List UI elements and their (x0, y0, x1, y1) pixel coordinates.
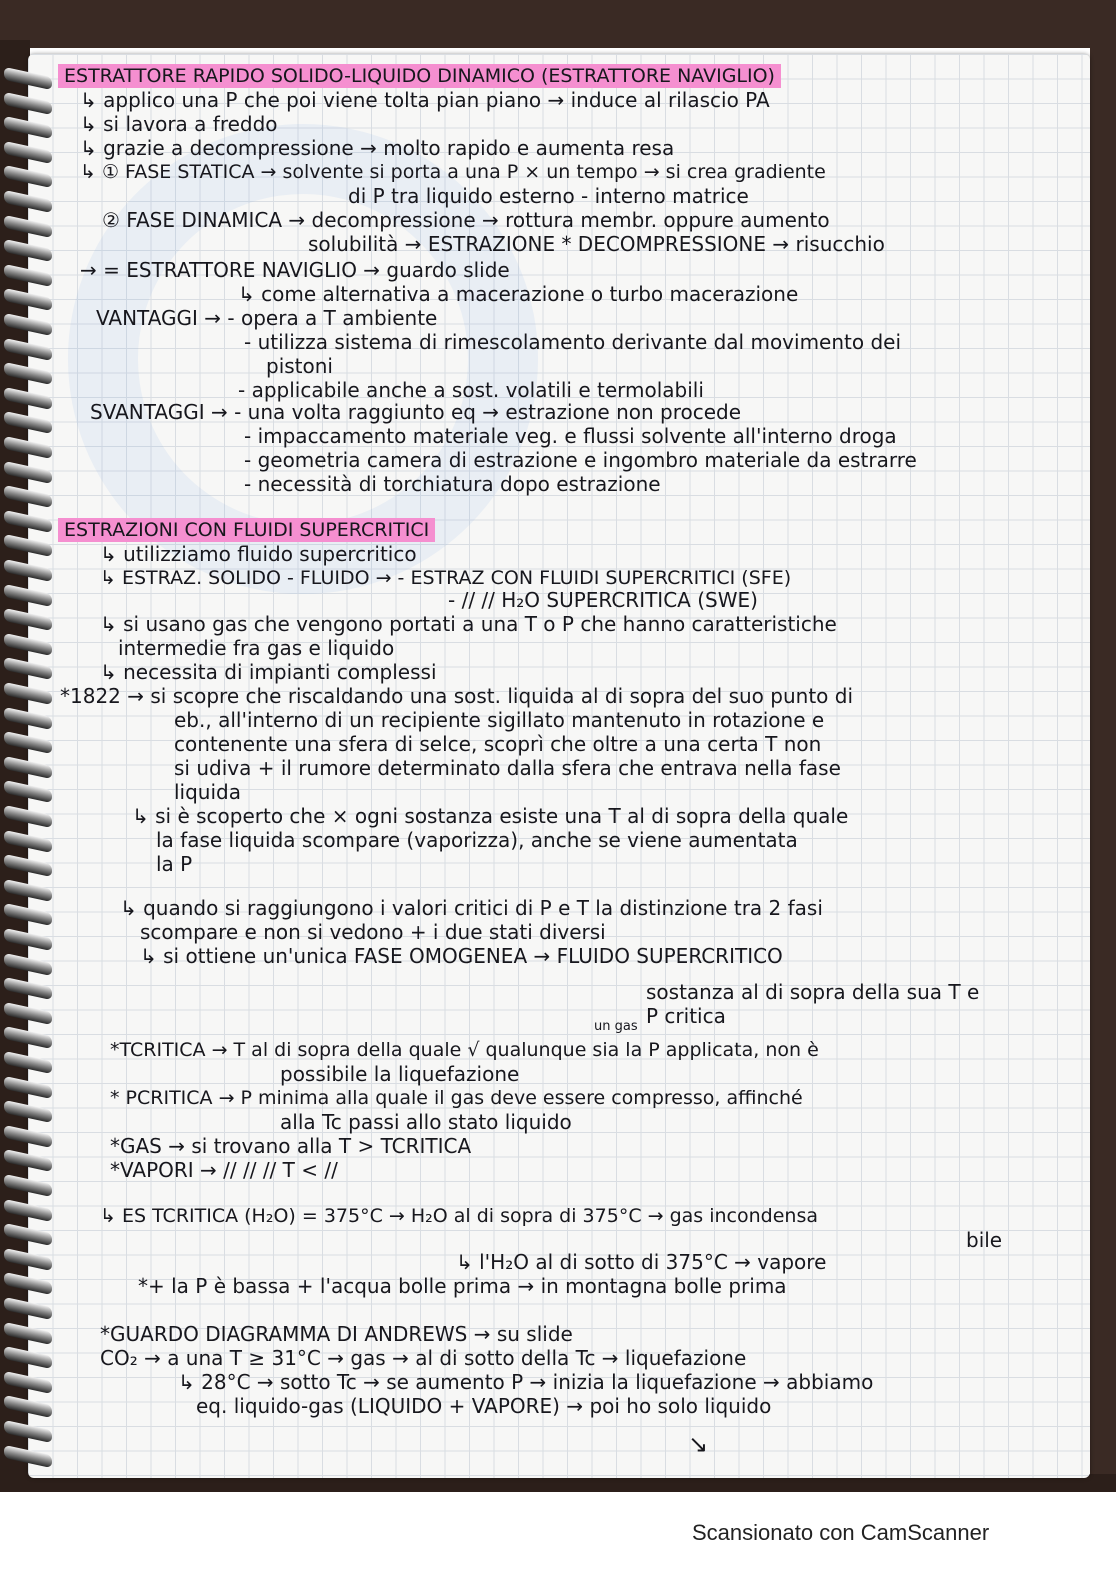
note-line-fase-omogenea: ↳ si ottiene un'unica FASE OMOGENEA → FLUIDO SUPERCRITICO (140, 944, 783, 968)
note-line-pcritica: * PCRITICA → P minima alla quale il gas deve essere compresso, affinché (110, 1087, 803, 1109)
note-line: possibile la liquefazione (280, 1062, 520, 1086)
note-line: la fase liquida scompare (vaporizza), anche se viene aumentata (156, 828, 798, 852)
note-line: solubilità → ESTRAZIONE * DECOMPRESSIONE → risucchio (308, 232, 885, 256)
note-line: eq. liquido-gas (LIQUIDO + VAPORE) → poi ho solo liquido (196, 1394, 772, 1418)
svantaggi-label: SVANTAGGI → - una volta raggiunto eq → estrazione non procede (90, 400, 742, 424)
note-line: ↳ necessita di impianti complessi (100, 660, 437, 684)
note-line: ↳ si è scoperto che × ogni sostanza esiste una T al di sopra della quale (132, 804, 849, 828)
note-line: eb., all'interno di un recipiente sigillato mantenuto in rotazione e (174, 708, 825, 732)
note-line: la P (156, 852, 193, 876)
note-line: ↳ come alternativa a macerazione o turbo macerazione (238, 282, 799, 306)
note-line: ↳ applico una P che poi viene tolta pian piano → induce al rilascio PA (80, 88, 770, 112)
note-line: scompare e non si vedono + i due stati diversi (140, 920, 606, 944)
note-line: ↳ l'H₂O al di sotto di 375°C → vapore (456, 1250, 827, 1274)
note-line: - utilizza sistema di rimescolamento derivante dal movimento dei (244, 330, 902, 354)
note-line: P critica (646, 1004, 726, 1028)
note-line: ↳ ① FASE STATICA → solvente si porta a una P × un tempo → si crea gradiente (80, 161, 826, 183)
note-line: contenente una sfera di selce, scoprì che oltre a una certa T non (174, 732, 822, 756)
arrow-down-icon: ↘ (688, 1430, 709, 1458)
note-line: ↳ quando si raggiungono i valori critici di P e T la distinzione tra 2 fasi (120, 896, 823, 920)
note-line: ↳ grazie a decompressione → molto rapido e aumenta resa (80, 136, 675, 160)
note-line: ↳ si lavora a freddo (80, 112, 278, 136)
note-line: *+ la P è bassa + l'acqua bolle prima → in montagna bolle prima (138, 1274, 787, 1298)
note-line: *GAS → si trovano alla T > TCRITICA (110, 1134, 472, 1158)
note-line-esempio: ↳ ES TCRITICA (H₂O) = 375°C → H₂O al di sopra di 375°C → gas incondensa (100, 1205, 818, 1227)
note-line: *GUARDO DIAGRAMMA DI ANDREWS → su slide (100, 1322, 573, 1346)
note-line: - impaccamento materiale veg. e flussi solvente all'interno droga (244, 424, 897, 448)
note-line: sostanza al di sopra della sua T e (646, 980, 980, 1004)
note-line-tcritica: *TCRITICA → T al di sopra della quale √ qualunque sia la P applicata, non è (110, 1039, 819, 1061)
note-line: ↳ ESTRAZ. SOLIDO - FLUIDO → - ESTRAZ CON FLUIDI SUPERCRITICI (SFE) (100, 567, 792, 589)
note-line: intermedie fra gas e liquido (118, 636, 395, 660)
scanner-footer: Scansionato con CamScanner (692, 1520, 990, 1545)
note-line: si udiva + il rumore determinato dalla sfera che entrava nella fase (174, 756, 841, 780)
scan-background-right (1090, 40, 1116, 1480)
note-line: → = ESTRATTORE NAVIGLIO → guardo slide (80, 258, 510, 282)
note-line: - geometria camera di estrazione e ingombro materiale da estrarre (244, 448, 917, 472)
note-line: *VAPORI → // // // T < // (110, 1158, 338, 1182)
heading-fluidi-supercritici: ESTRAZIONI CON FLUIDI SUPERCRITICI (58, 518, 435, 542)
heading-estrattore-rapido: ESTRATTORE RAPIDO SOLIDO-LIQUIDO DINAMICO (ESTRATTORE NAVIGLIO) (58, 64, 781, 88)
note-line: bile (966, 1228, 1003, 1252)
note-line: di P tra liquido esterno - interno matrice (348, 184, 749, 208)
note-line: - // // H₂O SUPERCRITICA (SWE) (448, 588, 758, 612)
note-line: CO₂ → a una T ≥ 31°C → gas → al di sotto della Tc → liquefazione (100, 1346, 747, 1370)
scan-background-top (0, 0, 1116, 48)
vantaggi-label: VANTAGGI → - opera a T ambiente (96, 306, 438, 330)
note-line: ↳ si usano gas che vengono portati a una T o P che hanno caratteristiche (100, 612, 837, 636)
note-line: alla Tc passi allo stato liquido (280, 1110, 572, 1134)
note-line: - necessità di torchiatura dopo estrazione (244, 472, 661, 496)
note-line: ↳ utilizziamo fluido supercritico (100, 542, 417, 566)
note-line: ↳ 28°C → sotto Tc → se aumento P → inizia la liquefazione → abbiamo (178, 1370, 874, 1394)
note-line: pistoni (266, 354, 333, 378)
note-line: - applicabile anche a sost. volatili e termolabili (238, 378, 704, 402)
note-line: ② FASE DINAMICA → decompressione → rottura membr. oppure aumento (102, 208, 830, 232)
note-line: *1822 → si scopre che riscaldando una sost. liquida al di sopra del suo punto di (60, 684, 854, 708)
note-annotation: un gas (594, 1019, 638, 1034)
note-line: liquida (174, 780, 241, 804)
